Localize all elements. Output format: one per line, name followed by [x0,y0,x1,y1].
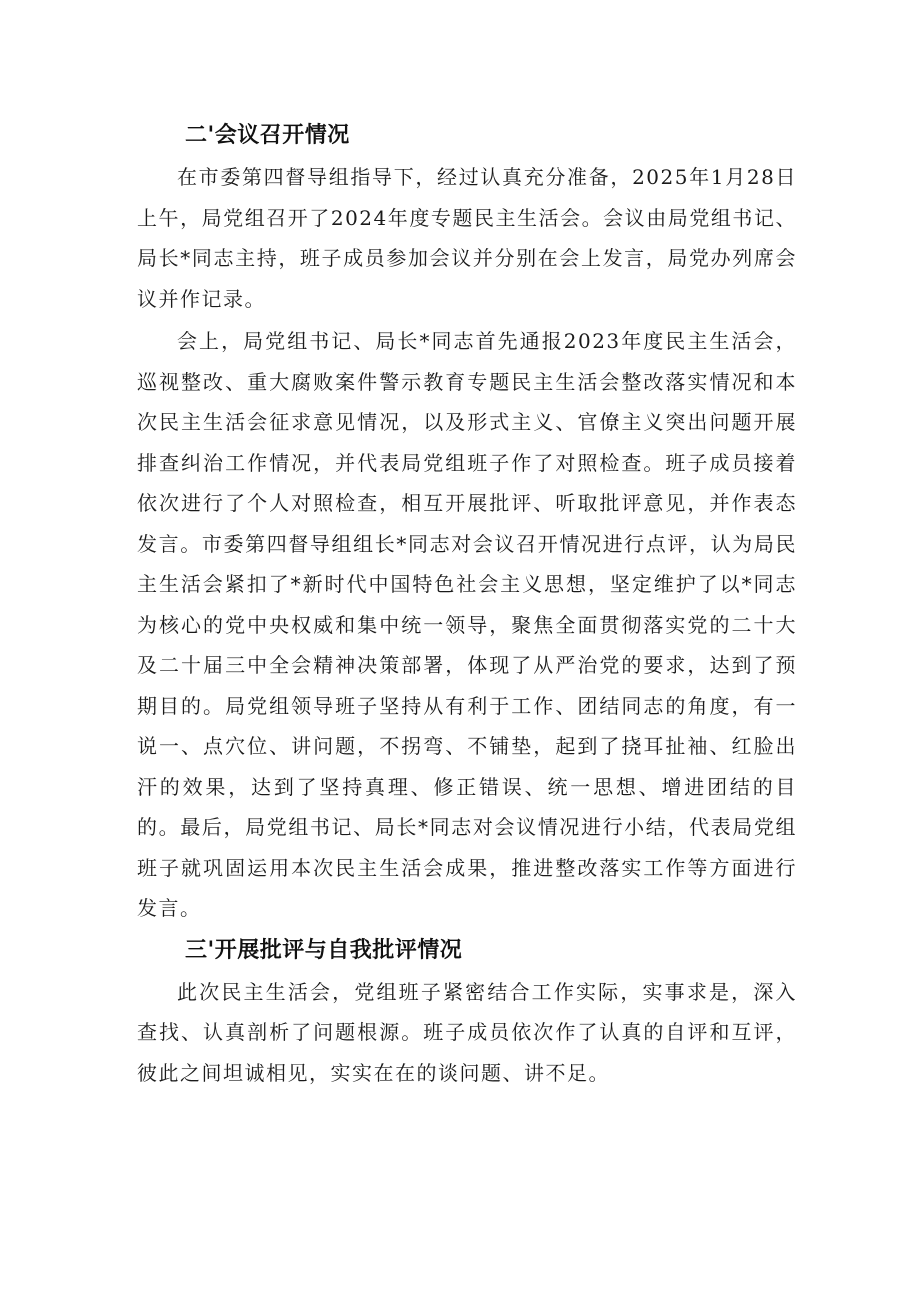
section-heading-meeting: 二'会议召开情况 [185,123,350,148]
document-body [137,118,797,1093]
paragraph-criticism: 此次民主生活会，党组班子紧密结合工作实际，实事求是，深入查找、认真剖析了问题根源。班子成员依次作了认真的自评和互评，彼此之间坦诚相见，实实在在的谈问题、讲不足。 [137,979,797,1085]
paragraph-meeting-details: 会上，局党组书记、局长*同志首先通报2023年度民主生活会，巡视整改、重大腐败案件警示教育专题民主生活会整改落实情况和本次民主生活会征求意见情况，以及形式主义、官僚主义突出问题开展排查纠治工作情况，并代表局党组班子作了对照检查。班子成员接着依次进行了个人对照检查，相互开展批评、听取批评意见，并作表态发言。市委第四督导组组长*同志对会议召开情况进行点评，认为局民主生活会紧扣了*新时代中国特色社会主义思想，坚定维护了以*同志为核心的党中央权威和集中统一领导，聚焦全面贯彻落实党的二十大及二十届三中全会精神决策部署，体现了从严治党的要求，达到了预期目的。局党组领导班子坚持从有利于工作、团结同志的角度，有一说一、点穴位、讲问题，不拐弯、不铺垫，起到了挠耳扯袖、红脸出汗的效果，达到了坚持真理、修正错误、统一思想、增进团结的目的。最后，局党组书记、局长*同志对会议情况进行小结，代表局党组班子就巩固运用本次民主生活会成果，推进整改落实工作等方面进行发言。 [137,329,797,920]
paragraph-meeting-intro: 在市委第四督导组指导下，经过认真充分准备，2025年1月28日上午，局党组召开了2024年度专题民主生活会。会议由局党组书记、局长*同志主持，班子成员参加会议并分别在会上发言，局党办列席会议并作记录。 [137,165,797,311]
section-heading-criticism: 三'开展批评与自我批评情况 [185,937,463,963]
